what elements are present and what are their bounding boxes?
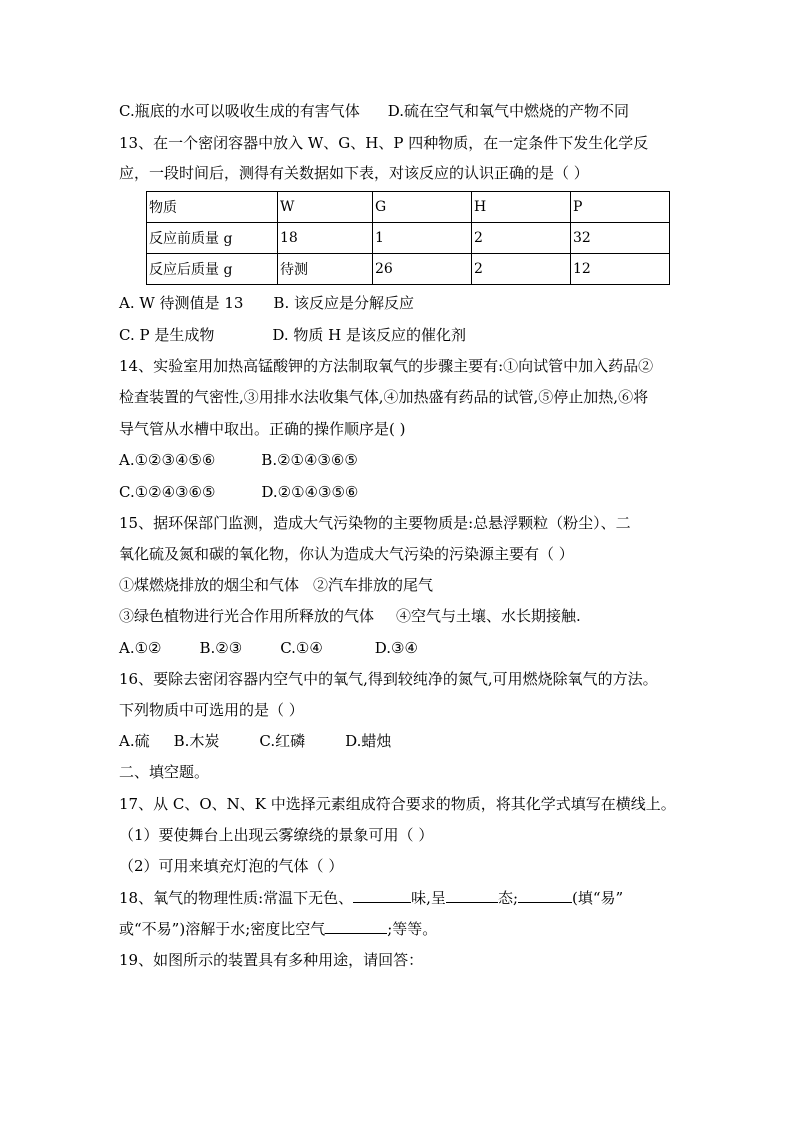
q14-text-line2: 检查装置的气密性,③用排水法收集气体,④加热盛有药品的试管,⑤停止加热,⑥将 bbox=[119, 388, 649, 406]
table-cell: 2 bbox=[472, 254, 571, 285]
q15-option-b: B.②③ bbox=[199, 639, 243, 657]
q18-text: ;等等。 bbox=[387, 920, 438, 938]
table-cell: 18 bbox=[278, 223, 373, 254]
q15-option-d: D.③④ bbox=[374, 639, 418, 657]
fill-blank[interactable] bbox=[446, 888, 498, 903]
table-cell: 待测 bbox=[278, 254, 373, 285]
q15-text-line1: 15、据环保部门监测，造成大气污染物的主要物质是:总悬浮颗粒（粉尘）、二 bbox=[119, 514, 631, 532]
table-cell: 26 bbox=[373, 254, 472, 285]
table-cell: G bbox=[373, 192, 472, 223]
q16-option-d: D.蜡烛 bbox=[345, 732, 392, 750]
q16-text-line2: 下列物质中可选用的是（ ） bbox=[119, 701, 304, 719]
q12-options-cd bbox=[119, 101, 629, 121]
table-cell: H bbox=[472, 192, 571, 223]
table-header-row bbox=[147, 192, 670, 223]
q13-data-table bbox=[146, 191, 670, 285]
table-row bbox=[147, 223, 670, 254]
q17-subquestion-1: （1）要使舞台上出现云雾缭绕的景象可用（ ） bbox=[119, 826, 434, 844]
q15-choices-34 bbox=[119, 606, 581, 626]
q18-text: 味,呈 bbox=[411, 889, 446, 907]
q15-option-a: A.①② bbox=[119, 639, 162, 657]
q18-text-line1 bbox=[119, 888, 623, 908]
table-cell: 物质 bbox=[147, 192, 278, 223]
q13-options-cd bbox=[119, 325, 466, 345]
table-cell: 反应后质量 g bbox=[147, 254, 278, 285]
q13-text-line1: 13、在一个密闭容器中放入 W、G、H、P 四种物质，在一定条件下发生化学反 bbox=[119, 134, 649, 152]
q14-option-a: A.①②③④⑤⑥ bbox=[119, 451, 216, 469]
q18-text: 或“不易”)溶解于水;密度比空气 bbox=[119, 920, 326, 938]
fill-blank[interactable] bbox=[353, 888, 411, 903]
table-cell: 反应前质量 g bbox=[147, 223, 278, 254]
q16-option-b: B.木炭 bbox=[173, 732, 220, 750]
q13-option-b: B. 该反应是分解反应 bbox=[273, 294, 414, 312]
q15-options bbox=[119, 638, 418, 658]
q17-subquestion-2: （2）可用来填充灯泡的气体（ ） bbox=[119, 857, 344, 875]
table-cell: P bbox=[571, 192, 670, 223]
q15-choice-1: ①煤燃烧排放的烟尘和气体 bbox=[119, 576, 300, 594]
q18-text: 18、氧气的物理性质:常温下无色、 bbox=[119, 889, 354, 907]
q13-option-d: D. 物质 H 是该反应的催化剂 bbox=[272, 326, 466, 344]
q15-option-c: C.①④ bbox=[280, 639, 323, 657]
q15-choice-4: ④空气与土壤、水长期接触. bbox=[396, 607, 581, 625]
q13-text-line2: 应，一段时间后，测得有关数据如下表，对该反应的认识正确的是（ ） bbox=[119, 164, 589, 182]
q14-options-cd bbox=[119, 482, 358, 502]
fill-blank[interactable] bbox=[325, 919, 387, 934]
section-heading: 二、填空题。 bbox=[119, 763, 210, 781]
table-cell: W bbox=[278, 192, 373, 223]
q16-option-a: A.硫 bbox=[119, 732, 150, 750]
q14-option-b: B.②①④③⑥⑤ bbox=[261, 451, 358, 469]
q13-options-ab bbox=[119, 293, 414, 313]
fill-blank[interactable] bbox=[518, 888, 572, 903]
q14-text-line1: 14、实验室用加热高锰酸钾的方法制取氧气的步骤主要有:①向试管中加入药品② bbox=[119, 357, 654, 375]
q16-options bbox=[119, 731, 391, 751]
q14-text-line3: 导气管从水槽中取出。正确的操作顺序是( ) bbox=[119, 420, 406, 438]
table-cell: 1 bbox=[373, 223, 472, 254]
q14-option-d: D.②①④③⑤⑥ bbox=[261, 483, 359, 501]
q19-text: 19、如图所示的装置具有多种用途，请回答： bbox=[119, 951, 424, 969]
q14-option-c: C.①②④③⑥⑤ bbox=[119, 483, 216, 501]
q13-option-c: C. P 是生成物 bbox=[119, 326, 215, 344]
table-cell: 2 bbox=[472, 223, 571, 254]
q17-text-line1: 17、从 C、O、N、K 中选择元素组成符合要求的物质，将其化学式填写在横线上。 bbox=[119, 795, 676, 813]
q15-choice-2: ②汽车排放的尾气 bbox=[313, 576, 434, 594]
q12-option-d: D.硫在空气和氧气中燃烧的产物不同 bbox=[387, 102, 629, 120]
q18-text: 态; bbox=[497, 889, 518, 907]
q18-text-line2 bbox=[119, 919, 437, 939]
q14-options-ab bbox=[119, 450, 358, 470]
q15-choices-12 bbox=[119, 575, 433, 595]
q16-text-line1: 16、要除去密闭容器内空气中的氧气,得到较纯净的氮气,可用燃烧除氧气的方法。 bbox=[119, 670, 658, 688]
q12-option-c: C.瓶底的水可以吸收生成的有害气体 bbox=[119, 102, 360, 120]
q15-text-line2: 氧化硫及氮和碳的氧化物，你认为造成大气污染的污染源主要有（ ） bbox=[119, 545, 574, 563]
table-row bbox=[147, 254, 670, 285]
q18-text: (填“易” bbox=[572, 889, 624, 907]
q15-choice-3: ③绿色植物进行光合作用所释放的气体 bbox=[119, 607, 375, 625]
q16-option-c: C.红磷 bbox=[259, 732, 306, 750]
q13-option-a: A. W 待测值是 13 bbox=[119, 294, 244, 312]
table-cell: 32 bbox=[571, 223, 670, 254]
table-cell: 12 bbox=[571, 254, 670, 285]
